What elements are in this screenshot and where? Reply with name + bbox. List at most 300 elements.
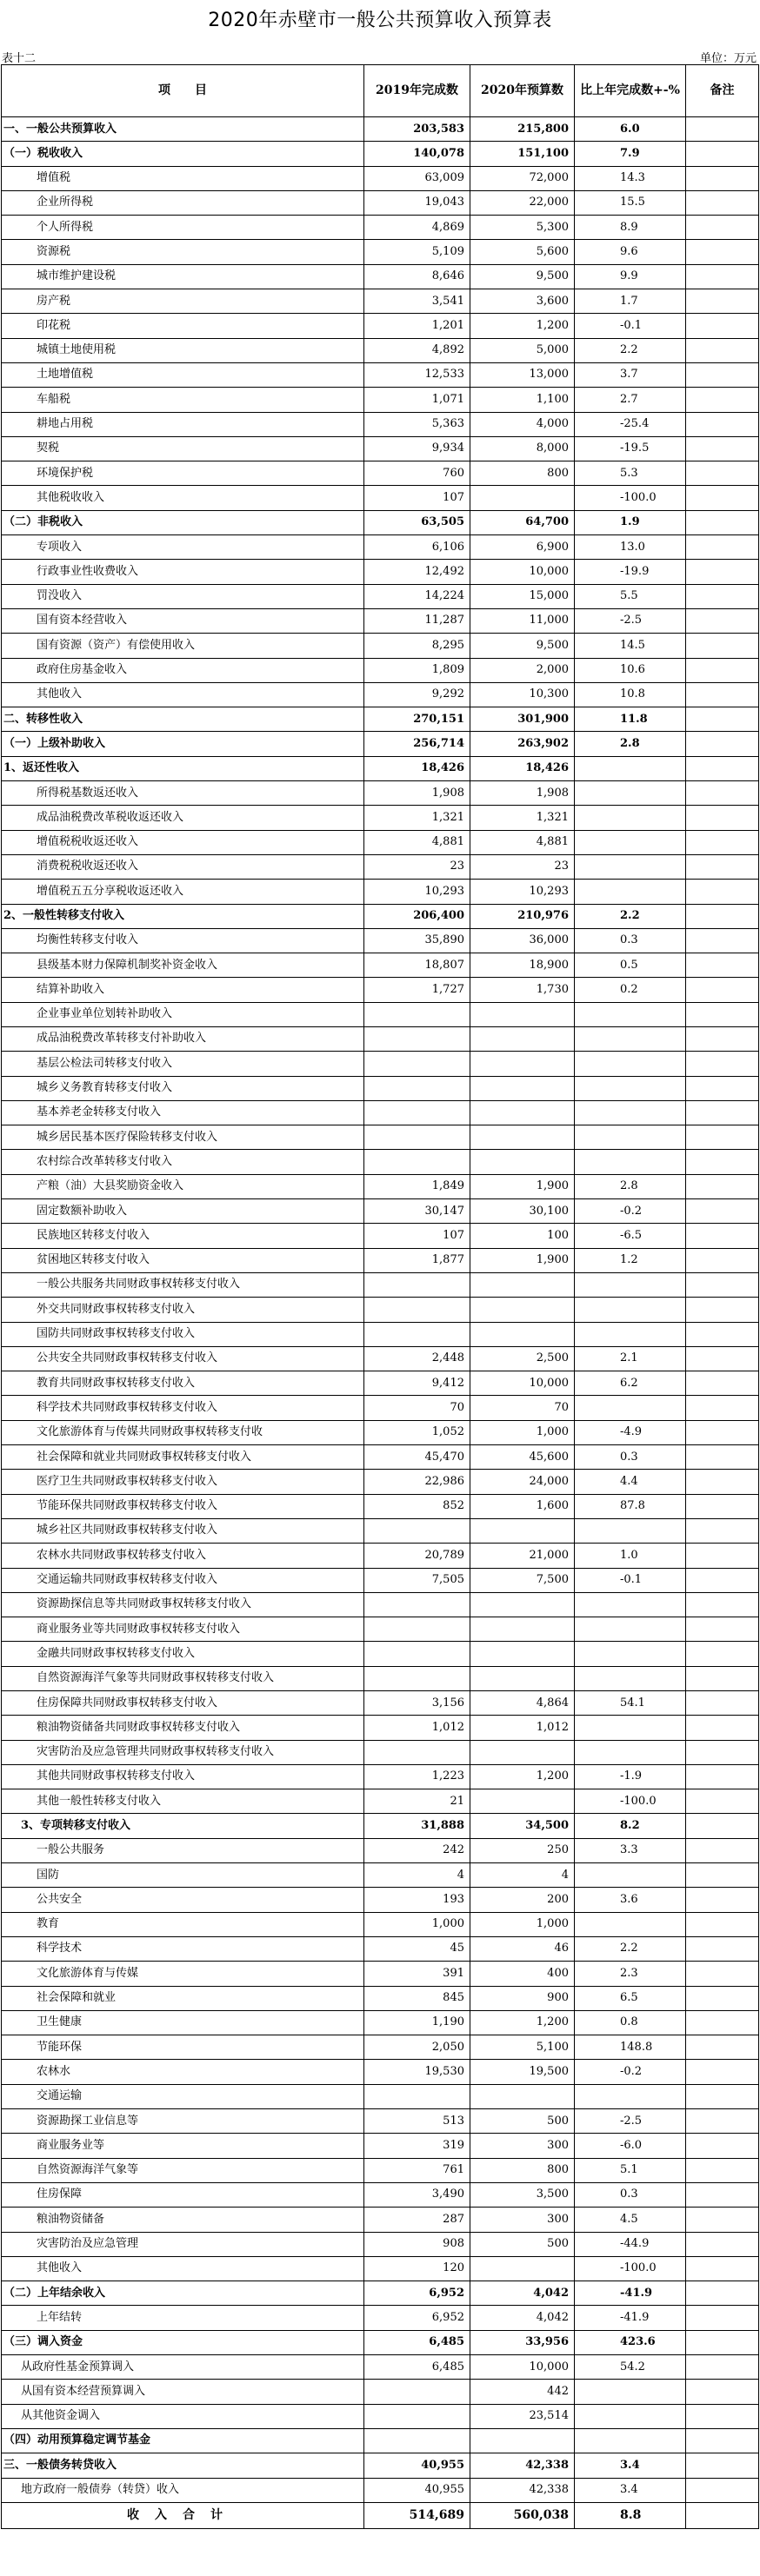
row-change-value: 5.3 [575, 461, 686, 486]
row-2019-value: 6,106 [364, 535, 470, 560]
row-note [686, 2084, 759, 2108]
row-note [686, 117, 759, 142]
row-2020-value: 200 [470, 1888, 575, 1912]
table-row [2, 1642, 759, 1666]
row-note [686, 634, 759, 658]
row-2020-value: 64,700 [470, 510, 575, 534]
row-change-value [575, 1642, 686, 1666]
row-name: 县级基本财力保障机制奖补资金收入 [2, 953, 364, 978]
row-change-value: -100.0 [575, 2256, 686, 2281]
table-row [2, 953, 759, 978]
row-name: 资源勘探工业信息等 [2, 2109, 364, 2134]
row-2019-value: 9,292 [364, 682, 470, 707]
table-body [2, 117, 759, 2503]
row-name: 农村综合改革转移支付收入 [2, 1150, 364, 1174]
row-note [686, 2428, 759, 2453]
row-2019-value [364, 2404, 470, 2428]
row-name: 增值税 [2, 166, 364, 190]
row-change-value: 54.2 [575, 2355, 686, 2380]
row-2020-value: 1,000 [470, 1912, 575, 1936]
row-change-value [575, 880, 686, 904]
row-2019-value: 11,287 [364, 608, 470, 633]
table-row [2, 1298, 759, 1322]
row-name: 一、一般公共预算收入 [2, 117, 364, 142]
row-name: 交通运输 [2, 2084, 364, 2108]
row-note [686, 190, 759, 215]
table-row [2, 608, 759, 633]
row-name: 文化旅游体育与传媒 [2, 1962, 364, 1986]
row-2019-value: 1,201 [364, 314, 470, 338]
table-row [2, 2134, 759, 2158]
row-note [686, 362, 759, 387]
row-change-value [575, 1026, 686, 1051]
table-row [2, 2404, 759, 2428]
table-row [2, 412, 759, 436]
unit-label: 单位：万元 [699, 52, 757, 65]
table-row [2, 190, 759, 215]
row-2019-value [364, 1002, 470, 1026]
table-row [2, 1912, 759, 1936]
row-change-value: -41.9 [575, 2281, 686, 2306]
row-note [686, 928, 759, 953]
row-2020-value [470, 1666, 575, 1690]
row-2020-value: 21,000 [470, 1544, 575, 1568]
row-note [686, 1396, 759, 1420]
header-note: 备注 [686, 65, 759, 117]
table-row [2, 2010, 759, 2035]
row-2019-value [364, 1052, 470, 1076]
row-change-value [575, 1298, 686, 1322]
row-note [686, 2404, 759, 2428]
table-row [2, 1125, 759, 1150]
row-name: 固定数额补助收入 [2, 1199, 364, 1224]
row-name: 其他一般性转移支付收入 [2, 1789, 364, 1814]
table-row [2, 1568, 759, 1592]
row-change-value: -6.5 [575, 1224, 686, 1248]
row-change-value [575, 1617, 686, 1642]
table-row [2, 1150, 759, 1174]
row-2020-value: 215,800 [470, 117, 575, 142]
row-2020-value: 4,881 [470, 830, 575, 854]
row-change-value: 3.4 [575, 2478, 686, 2502]
row-note [686, 1716, 759, 1740]
row-note [686, 1026, 759, 1051]
row-change-value: 2.2 [575, 904, 686, 928]
table-row [2, 781, 759, 806]
row-note [686, 953, 759, 978]
table-row [2, 314, 759, 338]
row-2019-value: 1,849 [364, 1174, 470, 1198]
row-change-value: 6.5 [575, 1986, 686, 2010]
row-2020-value [470, 1150, 575, 1174]
row-2019-value: 3,541 [364, 289, 470, 314]
table-row [2, 1470, 759, 1494]
row-change-value: 8.2 [575, 1814, 686, 1838]
row-2020-value: 300 [470, 2134, 575, 2158]
row-2020-value: 900 [470, 1986, 575, 2010]
row-name: 耕地占用税 [2, 412, 364, 436]
table-row [2, 166, 759, 190]
row-2019-value: 18,807 [364, 953, 470, 978]
table-row [2, 2380, 759, 2404]
row-note [686, 1764, 759, 1789]
row-name: 公共安全 [2, 1888, 364, 1912]
table-row [2, 2428, 759, 2453]
row-change-value: 7.9 [575, 142, 686, 166]
row-2020-value: 400 [470, 1962, 575, 1986]
row-name: 其他收入 [2, 682, 364, 707]
row-change-value: 0.2 [575, 978, 686, 1002]
row-2019-value [364, 1617, 470, 1642]
table-row [2, 535, 759, 560]
row-2019-value: 908 [364, 2232, 470, 2256]
row-2020-value: 1,100 [470, 388, 575, 412]
row-change-value: -0.2 [575, 1199, 686, 1224]
row-2020-value [470, 1272, 575, 1297]
table-row [2, 756, 759, 780]
row-2019-value: 9,412 [364, 1371, 470, 1396]
table-row [2, 1174, 759, 1198]
row-2020-value: 1,908 [470, 781, 575, 806]
row-2019-value [364, 2084, 470, 2108]
row-2020-value: 4,000 [470, 412, 575, 436]
table-row [2, 2208, 759, 2232]
row-2019-value: 852 [364, 1494, 470, 1518]
table-row [2, 2109, 759, 2134]
row-2020-value: 70 [470, 1396, 575, 1420]
row-name: 国防共同财政事权转移支付收入 [2, 1322, 364, 1346]
row-2019-value [364, 1322, 470, 1346]
row-change-value [575, 1322, 686, 1346]
row-change-value [575, 756, 686, 780]
row-2020-value: 1,900 [470, 1248, 575, 1272]
row-change-value: 0.3 [575, 1445, 686, 1470]
table-row [2, 634, 759, 658]
row-2019-value: 31,888 [364, 1814, 470, 1838]
table-row [2, 1052, 759, 1076]
row-2019-value [364, 1272, 470, 1297]
row-name: 节能环保共同财政事权转移支付收入 [2, 1494, 364, 1518]
row-change-value: 2.3 [575, 1962, 686, 1986]
row-2019-value: 63,505 [364, 510, 470, 534]
row-2020-value: 9,500 [470, 264, 575, 289]
table-row [2, 1764, 759, 1789]
row-change-value: 3.7 [575, 362, 686, 387]
row-name: 所得税基数返还收入 [2, 781, 364, 806]
row-name: 车船税 [2, 388, 364, 412]
row-note [686, 1100, 759, 1125]
row-change-value: 2.2 [575, 1936, 686, 1961]
row-change-value [575, 1592, 686, 1617]
row-2019-value: 6,952 [364, 2306, 470, 2330]
row-note [686, 1224, 759, 1248]
row-note [686, 2060, 759, 2084]
row-note [686, 1936, 759, 1961]
row-change-value: 15.5 [575, 190, 686, 215]
row-2019-value: 319 [364, 2134, 470, 2158]
row-note [686, 2109, 759, 2134]
total-note [686, 2502, 759, 2528]
row-2019-value: 19,043 [364, 190, 470, 215]
row-2020-value: 800 [470, 2158, 575, 2182]
row-2020-value [470, 1076, 575, 1100]
table-row [2, 1986, 759, 2010]
row-2020-value: 5,000 [470, 338, 575, 362]
row-2020-value: 151,100 [470, 142, 575, 166]
row-note [686, 461, 759, 486]
table-row [2, 486, 759, 510]
row-note [686, 1740, 759, 1764]
row-note [686, 1125, 759, 1150]
row-2019-value: 287 [364, 2208, 470, 2232]
row-change-value: -25.4 [575, 412, 686, 436]
row-name: 住房保障 [2, 2182, 364, 2207]
row-note [686, 1912, 759, 1936]
row-change-value: 1.7 [575, 289, 686, 314]
row-note [686, 806, 759, 830]
row-change-value: 423.6 [575, 2330, 686, 2354]
row-name: 粮油物资储备共同财政事权转移支付收入 [2, 1716, 364, 1740]
row-note [686, 142, 759, 166]
row-name: 国有资本经营收入 [2, 608, 364, 633]
row-2020-value: 45,600 [470, 1445, 575, 1470]
row-name: 契税 [2, 436, 364, 461]
row-change-value: 2.8 [575, 732, 686, 756]
row-name: （二）上年结余收入 [2, 2281, 364, 2306]
header-2019: 2019年完成数 [364, 65, 470, 117]
row-name: 住房保障共同财政事权转移支付收入 [2, 1691, 364, 1716]
row-note [686, 1298, 759, 1322]
table-row [2, 1544, 759, 1568]
row-change-value: 10.8 [575, 682, 686, 707]
row-2020-value: 36,000 [470, 928, 575, 953]
row-2020-value: 1,900 [470, 1174, 575, 1198]
total-row [2, 2502, 759, 2528]
row-note [686, 1789, 759, 1814]
row-2019-value: 4 [364, 1863, 470, 1888]
row-2020-value: 42,338 [470, 2453, 575, 2478]
table-row [2, 264, 759, 289]
row-2019-value: 45,470 [364, 1445, 470, 1470]
row-2019-value: 35,890 [364, 928, 470, 953]
row-2019-value [364, 1518, 470, 1543]
row-2020-value [470, 1740, 575, 1764]
table-row [2, 682, 759, 707]
row-2020-value: 250 [470, 1838, 575, 1862]
row-2020-value: 4,864 [470, 1691, 575, 1716]
row-2020-value: 11,000 [470, 608, 575, 633]
row-change-value: -0.2 [575, 2060, 686, 2084]
row-2020-value: 46 [470, 1936, 575, 1961]
row-note [686, 2306, 759, 2330]
row-name: 消费税税收返还收入 [2, 854, 364, 879]
table-row [2, 436, 759, 461]
row-change-value: 0.5 [575, 953, 686, 978]
table-row [2, 2084, 759, 2108]
row-2020-value: 1,730 [470, 978, 575, 1002]
row-change-value [575, 1272, 686, 1297]
row-change-value [575, 1863, 686, 1888]
table-row [2, 732, 759, 756]
row-2019-value [364, 2380, 470, 2404]
row-note [686, 1518, 759, 1543]
row-note [686, 388, 759, 412]
row-2020-value: 301,900 [470, 707, 575, 732]
row-name: 上年结转 [2, 2306, 364, 2330]
row-2020-value: 6,900 [470, 535, 575, 560]
total-label: 收入合计 [2, 2502, 364, 2528]
row-2019-value: 2,050 [364, 2035, 470, 2060]
row-2020-value [470, 2428, 575, 2453]
table-row [2, 117, 759, 142]
row-2020-value [470, 1789, 575, 1814]
row-note [686, 314, 759, 338]
row-2019-value: 1,012 [364, 1716, 470, 1740]
row-note [686, 2453, 759, 2478]
table-row [2, 1789, 759, 1814]
row-2020-value: 23,514 [470, 2404, 575, 2428]
row-note [686, 2232, 759, 2256]
row-name: 地方政府一般债券（转贷）收入 [2, 2478, 364, 2502]
row-note [686, 978, 759, 1002]
row-note [686, 2281, 759, 2306]
row-change-value: 9.9 [575, 264, 686, 289]
table-row [2, 2158, 759, 2182]
row-name: 国防 [2, 1863, 364, 1888]
row-change-value [575, 830, 686, 854]
row-change-value [575, 2428, 686, 2453]
row-change-value [575, 2084, 686, 2108]
row-name: 社会保障和就业共同财政事权转移支付收入 [2, 1445, 364, 1470]
row-change-value: 14.3 [575, 166, 686, 190]
table-row [2, 1740, 759, 1764]
row-change-value: 2.8 [575, 1174, 686, 1198]
table-row [2, 928, 759, 953]
row-2020-value [470, 1298, 575, 1322]
row-2019-value: 1,321 [364, 806, 470, 830]
row-2019-value: 270,151 [364, 707, 470, 732]
row-name: 外交共同财政事权转移支付收入 [2, 1298, 364, 1322]
row-note [686, 1248, 759, 1272]
row-2019-value: 6,952 [364, 2281, 470, 2306]
row-name: 灾害防治及应急管理共同财政事权转移支付收入 [2, 1740, 364, 1764]
row-2020-value: 42,338 [470, 2478, 575, 2502]
table-row [2, 362, 759, 387]
row-name: 成品油税费改革税收返还收入 [2, 806, 364, 830]
table-row [2, 216, 759, 240]
row-note [686, 1494, 759, 1518]
table-row [2, 658, 759, 682]
row-2019-value: 63,009 [364, 166, 470, 190]
table-row [2, 2453, 759, 2478]
row-2019-value [364, 1150, 470, 1174]
row-2020-value: 5,300 [470, 216, 575, 240]
row-change-value [575, 1076, 686, 1100]
row-change-value [575, 1150, 686, 1174]
row-name: 均衡性转移支付收入 [2, 928, 364, 953]
row-change-value: 54.1 [575, 1691, 686, 1716]
row-name: 三、一般债务转贷收入 [2, 2453, 364, 2478]
table-id-label: 表十二 [2, 52, 37, 65]
table-row [2, 461, 759, 486]
row-name: 自然资源海洋气象等 [2, 2158, 364, 2182]
row-2020-value [470, 1002, 575, 1026]
row-2020-value [470, 1592, 575, 1617]
table-row [2, 1371, 759, 1396]
table-row [2, 1026, 759, 1051]
row-change-value: -0.1 [575, 1568, 686, 1592]
row-name: 卫生健康 [2, 2010, 364, 2035]
row-2020-value [470, 2256, 575, 2281]
table-row [2, 1888, 759, 1912]
row-2020-value: 8,000 [470, 436, 575, 461]
row-note [686, 1544, 759, 1568]
row-name: 基层公检法司转移支付收入 [2, 1052, 364, 1076]
row-2019-value: 6,485 [364, 2355, 470, 2380]
row-note [686, 1150, 759, 1174]
row-note [686, 166, 759, 190]
row-note [686, 560, 759, 584]
row-2019-value [364, 1076, 470, 1100]
row-2020-value: 1,600 [470, 1494, 575, 1518]
row-note [686, 1076, 759, 1100]
row-name: 其他收入 [2, 2256, 364, 2281]
row-2019-value: 3,490 [364, 2182, 470, 2207]
row-2019-value [364, 1592, 470, 1617]
row-change-value: 0.8 [575, 2010, 686, 2035]
table-row [2, 1346, 759, 1371]
row-note [686, 658, 759, 682]
row-change-value: 2.1 [575, 1346, 686, 1371]
row-change-value: 6.0 [575, 117, 686, 142]
row-name: 国有资源（资产）有偿使用收入 [2, 634, 364, 658]
row-2019-value [364, 1298, 470, 1322]
row-note [686, 1002, 759, 1026]
row-2020-value: 442 [470, 2380, 575, 2404]
row-name: 医疗卫生共同财政事权转移支付收入 [2, 1470, 364, 1494]
row-2019-value: 203,583 [364, 117, 470, 142]
table-row [2, 1322, 759, 1346]
row-2019-value: 1,190 [364, 2010, 470, 2035]
row-2019-value: 2,448 [364, 1346, 470, 1371]
row-name: 二、转移性收入 [2, 707, 364, 732]
row-2019-value: 22,986 [364, 1470, 470, 1494]
table-row [2, 1494, 759, 1518]
row-change-value: 1.0 [575, 1544, 686, 1568]
row-name: 教育 [2, 1912, 364, 1936]
row-name: 其他税收收入 [2, 486, 364, 510]
row-name: （二）非税收入 [2, 510, 364, 534]
page-title: 2020年赤壁市一般公共预算收入预算表 [208, 10, 552, 31]
row-2019-value: 391 [364, 1962, 470, 1986]
row-2019-value: 18,426 [364, 756, 470, 780]
row-note [686, 1371, 759, 1396]
row-note [686, 1814, 759, 1838]
row-name: （四）动用预算稳定调节基金 [2, 2428, 364, 2453]
row-change-value: -19.5 [575, 436, 686, 461]
row-2019-value: 30,147 [364, 1199, 470, 1224]
row-name: 商业服务业等共同财政事权转移支付收入 [2, 1617, 364, 1642]
table-row [2, 1100, 759, 1125]
row-name: 资源勘探信息等共同财政事权转移支付收入 [2, 1592, 364, 1617]
row-2019-value [364, 1100, 470, 1125]
row-name: 从其他资金调入 [2, 2404, 364, 2428]
row-2019-value: 5,363 [364, 412, 470, 436]
row-note [686, 412, 759, 436]
table-row [2, 1002, 759, 1026]
row-note [686, 1838, 759, 1862]
row-name: 专项收入 [2, 535, 364, 560]
